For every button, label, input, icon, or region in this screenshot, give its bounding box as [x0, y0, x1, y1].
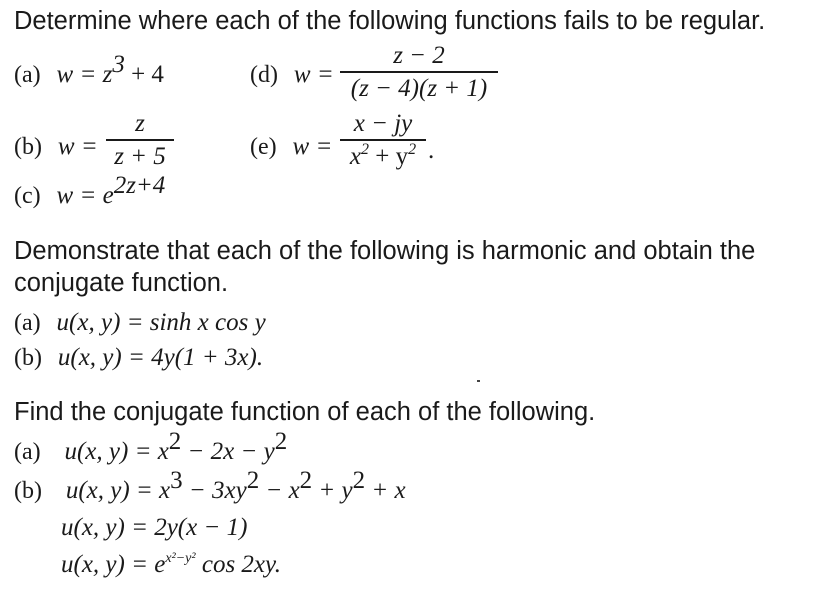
s3-item-d-pre: u(x, y) = e	[61, 551, 166, 578]
s1-item-e-num: x − jy	[353, 110, 413, 137]
s1-item-e-label: (e)	[250, 134, 277, 160]
s1-item-e-den-x: x	[349, 142, 361, 170]
s1-item-a-sup: 3	[112, 51, 125, 78]
section2-heading-line2: conjugate function.	[14, 269, 229, 297]
speck-mark	[477, 380, 480, 382]
s1-item-e	[250, 131, 332, 162]
s1-item-d	[250, 59, 334, 90]
s3-item-a-sup2: 2	[274, 428, 288, 455]
s3-item-a-post: − 2x − y	[181, 438, 275, 465]
s1-item-b-num: z	[135, 110, 145, 137]
s1-item-d-fraction	[340, 42, 498, 103]
s3-item-a-label: (a)	[14, 439, 41, 465]
s3-item-b-post: + x	[365, 477, 406, 504]
s3-item-b-mid3: + y	[312, 477, 353, 504]
s1-item-b-den: z + 5	[114, 142, 166, 170]
s3-item-d-post: cos 2xy.	[195, 551, 281, 578]
s3-item-d-sup: x²−y²	[165, 551, 196, 566]
s3-item-a	[14, 428, 288, 467]
s2-item-a-expr: u(x, y) = sinh x cos y	[56, 309, 266, 336]
s1-item-d-num: z − 2	[393, 42, 445, 69]
s2-item-b-label: (b)	[14, 345, 42, 371]
s1-item-d-bar	[340, 71, 498, 73]
s1-item-b-label: (b)	[14, 134, 42, 160]
s3-item-a-sup1: 2	[168, 428, 182, 455]
s3-item-b-sup4: 2	[352, 467, 366, 494]
s1-item-a-expr: z	[102, 61, 113, 88]
s1-item-d-lhs: w =	[293, 61, 334, 88]
s1-item-e-tail: .	[428, 137, 435, 164]
s1-item-e-den-sup1: 2	[361, 140, 369, 158]
s1-item-b-bar	[106, 139, 174, 141]
s1-item-d-den: (z − 4)(z + 1)	[350, 74, 488, 102]
s2-item-a-label: (a)	[14, 310, 41, 336]
s1-item-c-lhs: w =	[56, 182, 103, 209]
s2-item-b-expr: u(x, y) = 4y(1 + 3x).	[57, 344, 264, 371]
s1-item-a-label: (a)	[14, 62, 41, 88]
s3-item-b-sup3: 2	[299, 467, 313, 494]
s1-item-c	[14, 172, 166, 211]
s2-item-b	[14, 342, 263, 373]
s3-item-b-label: (b)	[14, 478, 42, 504]
s3-item-b-pre: u(x, y) = x	[65, 477, 171, 504]
s1-item-a-lhs: w =	[56, 61, 103, 88]
s3-item-c	[61, 512, 247, 543]
s3-item-c-pre: u(x, y) = 2y(x − 1)	[61, 514, 248, 541]
s3-item-b	[14, 467, 406, 506]
s1-item-a-tail: + 4	[124, 61, 164, 88]
s1-item-c-label: (c)	[14, 183, 41, 209]
s3-item-a-pre: u(x, y) = x	[64, 438, 169, 465]
s2-item-a	[14, 307, 266, 338]
s1-item-e-fraction	[340, 110, 426, 171]
section1-heading: Determine where each of the following functions fails to be regular.	[14, 7, 766, 35]
s1-item-e-den-mid: + y	[369, 142, 409, 170]
s1-item-e-den	[340, 140, 426, 171]
section3-heading: Find the conjugate function of each of the following.	[14, 398, 596, 426]
s1-item-d-label: (d)	[250, 62, 278, 88]
s3-item-b-mid1: − 3xy	[182, 477, 247, 504]
s1-item-b-fraction	[106, 110, 174, 171]
s1-item-c-sup: 2z+4	[113, 172, 166, 199]
s1-item-b-lhs: w =	[57, 133, 98, 160]
s3-item-b-sup1: 3	[170, 467, 183, 494]
s3-item-d	[61, 549, 281, 580]
s1-item-c-base: e	[102, 182, 114, 209]
s1-item-e-den-sup2: 2	[408, 140, 417, 158]
section2-heading-line1: Demonstrate that each of the following is harmonic and obtain the	[14, 237, 756, 265]
s3-item-b-mid2: − x	[259, 477, 300, 504]
s1-item-a	[14, 51, 164, 90]
s3-item-b-sup2: 2	[246, 467, 260, 494]
s1-item-e-lhs: w =	[292, 133, 333, 160]
s1-item-b	[14, 131, 98, 162]
